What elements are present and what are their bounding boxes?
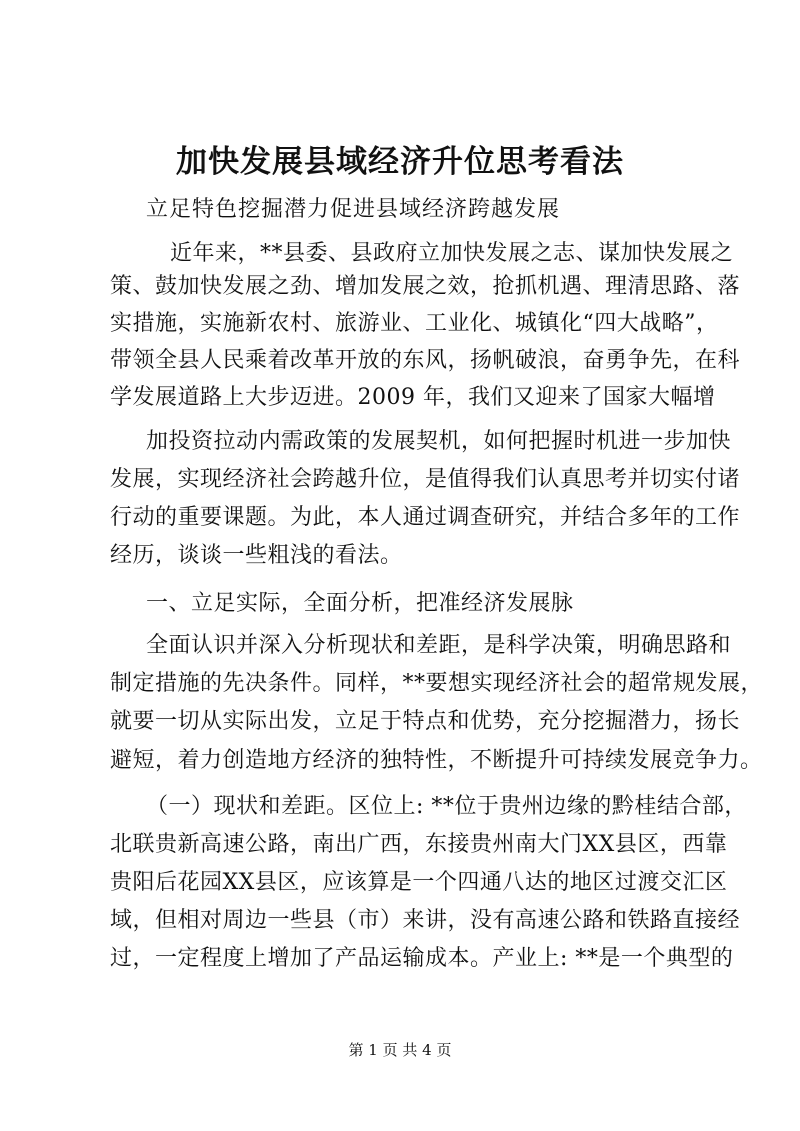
body-line: 发展，实现经济社会跨越升位，是值得我们认真思考并切实付诸 (110, 467, 741, 492)
document-title: 加快发展县域经济升位思考看法 (176, 144, 624, 180)
body-line: 就要一切从实际出发，立足于特点和优势，充分挖掘潜力，扬长 (110, 709, 741, 734)
body-line: 实措施，实施新农村、旅游业、工业化、城镇化“四大战略”， (110, 311, 719, 336)
section-heading: 一、立足实际，全面分析，把准经济发展脉 (146, 591, 574, 616)
body-line: 带领全县人民乘着改革开放的东风，扬帆破浪，奋勇争先，在科 (110, 348, 741, 373)
body-line: 行动的重要课题。为此，本人通过调查研究，并结合多年的工作 (110, 505, 741, 530)
body-line: 北联贵新高速公路，南出广西，东接贵州南大门XX县区，西靠 (110, 832, 728, 857)
document-subtitle: 立足特色挖掘潜力促进县域经济跨越发展 (146, 197, 561, 222)
body-line: 域，但相对周边一些县（市）来讲，没有高速公路和铁路直接经 (110, 908, 741, 933)
body-line: 全面认识并深入分析现状和差距，是科学决策，明确思路和 (146, 633, 732, 658)
body-line: 加投资拉动内需政策的发展契机，如何把握时机进一步加快 (146, 429, 732, 454)
page-footer: 第 1 页 共 4 页 (348, 1041, 452, 1059)
body-line: 近年来，**县委、县政府立加快发展之志、谋加快发展之 (170, 241, 734, 266)
body-line: （一）现状和差距。区位上: **位于贵州边缘的黔桂结合部， (146, 794, 747, 819)
body-line: 过，一定程度上增加了产品运输成本。产业上: **是一个典型的 (110, 946, 734, 971)
body-line: 制定措施的先决条件。同样，**要想实现经济社会的超常规发展， (110, 671, 764, 696)
body-line: 策、鼓加快发展之劲、增加发展之效，抢抓机遇、理清思路、落 (110, 274, 741, 299)
body-line: 学发展道路上大步迈进。2009 年，我们又迎来了国家大幅增 (110, 385, 716, 410)
body-line: 避短，着力创造地方经济的独特性，不断提升可持续发展竞争力。 (110, 748, 763, 773)
body-line: 贵阳后花园XX县区，应该算是一个四通八达的地区过渡交汇区 (110, 870, 728, 895)
body-line: 经历，谈谈一些粗浅的看法。 (110, 543, 403, 568)
